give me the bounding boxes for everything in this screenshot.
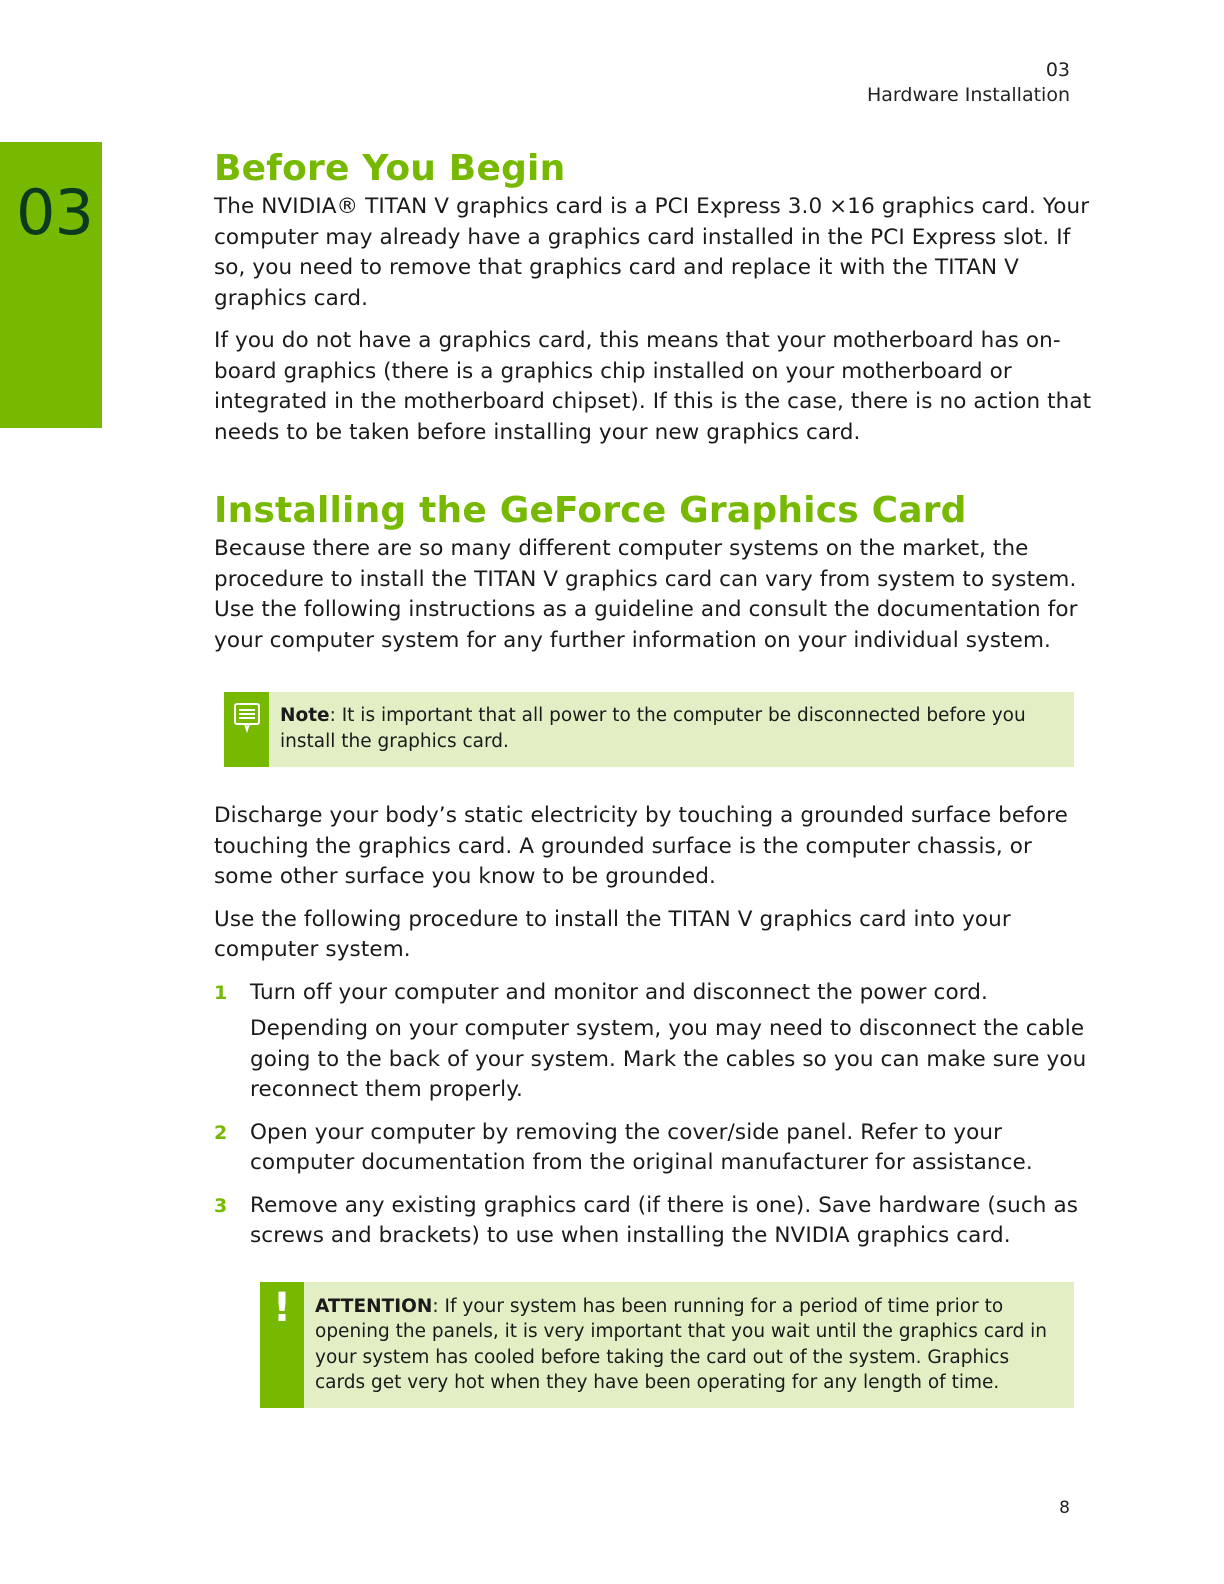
- note-callout: [224, 692, 1074, 767]
- paragraph: The NVIDIA® TITAN V graphics card is a PCI Express 3.0 ×16 graphics card. Your computer may already have a graphics card installed in the PCI Express slot. If so, you need to remove that graphics card and replace it with the TITAN V graphics card.: [214, 194, 1090, 311]
- install-steps: [214, 978, 1094, 1252]
- note-bar: [224, 692, 269, 767]
- header-chapter: 03: [1045, 59, 1070, 81]
- paragraph: Discharge your body’s static electricity by touching a grounded surface before touching the graphics card. A grounded surface is the computer chassis, or some other surface you know to be grounded.: [214, 803, 1068, 889]
- paragraph: Because there are so many different computer systems on the market, the procedure to install the TITAN V graphics card can vary from system to system. Use the following instructions as a guideline and consult the documentation for your computer system for any further information on your individual system.: [214, 536, 1078, 653]
- step-item: [214, 1118, 1094, 1179]
- note-label: Note: [280, 705, 330, 726]
- paragraph: Use the following procedure to install the TITAN V graphics card into your computer system.: [214, 906, 1011, 962]
- step-text: Turn off your computer and monitor and disconnect the power cord.: [250, 979, 988, 1005]
- section-title-installing: Installing the GeForce Graphics Card: [214, 490, 967, 531]
- page-header: [867, 58, 1070, 108]
- attention-bar: [260, 1282, 304, 1408]
- step-item: [214, 1191, 1094, 1252]
- step-number: 1: [214, 981, 228, 1004]
- step-item: [214, 978, 1094, 1106]
- step-number: 2: [214, 1121, 228, 1144]
- attention-callout: [260, 1282, 1074, 1408]
- step-text: Remove any existing graphics card (if there is one). Save hardware (such as screws and brackets) to use when installing the NVIDIA graphics card.: [250, 1192, 1079, 1248]
- chapter-tab: [0, 142, 102, 428]
- attention-body: [304, 1282, 1074, 1408]
- attention-text: : If your system has been running for a period of time prior to opening the panels, it is very important that you wait until the graphics card in your system has cooled before taking the card out of the system. Graphics cards get very hot when they have been operating for any length of time.: [315, 1295, 1048, 1393]
- note-text: : It is important that all power to the computer be disconnected before you install the graphics card.: [280, 705, 1026, 752]
- main-content: [214, 146, 1094, 1408]
- header-section: Hardware Installation: [866, 84, 1070, 106]
- step-number: 3: [214, 1194, 228, 1217]
- page-number: 8: [1059, 1498, 1070, 1518]
- note-icon: [233, 702, 261, 734]
- section-title-before-you-begin: Before You Begin: [214, 148, 566, 189]
- step-text: Open your computer by removing the cover/side panel. Refer to your computer documentation from the original manufacturer for assistance.: [250, 1119, 1033, 1175]
- attention-label: ATTENTION: [315, 1295, 433, 1317]
- note-body: [269, 692, 1074, 767]
- step-subtext: Depending on your computer system, you may need to disconnect the cable going to the back of your system. Mark the cables so you can make sure you reconnect them properly.: [250, 1016, 1087, 1102]
- paragraph: If you do not have a graphics card, this means that your motherboard has on-board graphics (there is a graphics chip installed on your motherboard or integrated in the motherboard chipset). If this is the case, there is no action that needs to be taken before installing your new graphics card.: [214, 328, 1092, 445]
- exclamation-icon: !: [272, 1284, 292, 1331]
- chapter-tab-number: 03: [16, 176, 93, 249]
